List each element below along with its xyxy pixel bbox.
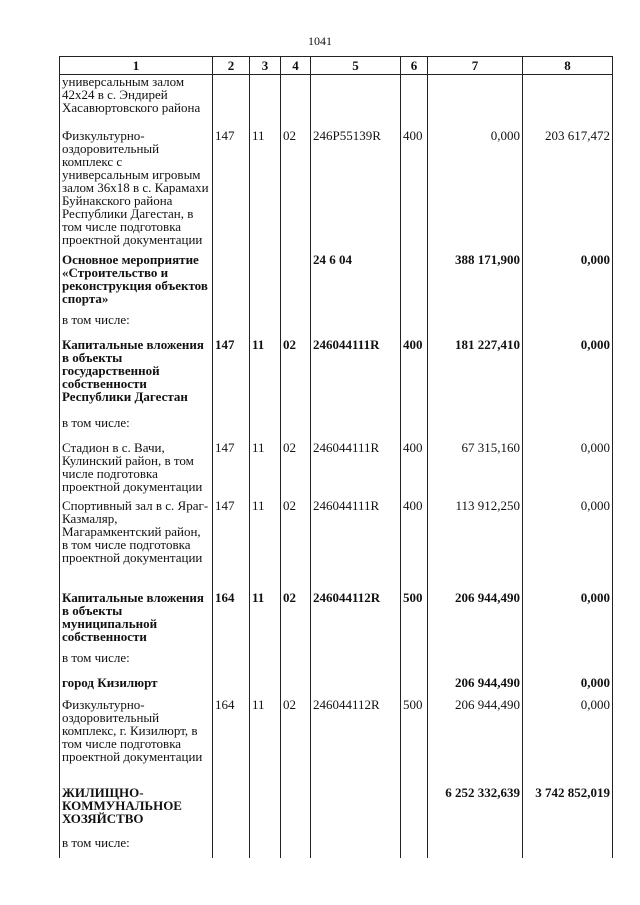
table-row xyxy=(60,313,613,338)
cell-col-3: 11 xyxy=(250,441,281,499)
cell-col-7: 181 227,410 xyxy=(428,338,523,416)
cell-col-2 xyxy=(213,836,250,858)
cell-col-3: 11 xyxy=(250,499,281,591)
cell-col-4: 02 xyxy=(281,698,311,786)
row-name-cell: в том числе: xyxy=(60,416,213,441)
cell-col-6 xyxy=(401,836,428,858)
cell-col-5 xyxy=(311,75,401,129)
cell-col-5: 246044111R xyxy=(311,499,401,591)
row-name-cell: Физкультурно-оздоровительный комплекс с универсальным игровым залом 36х18 в с. Карамахи Буйнакского района Республики Дагестан, в том числе подготовка проектной документации xyxy=(60,129,213,253)
column-header: 2 xyxy=(213,57,250,75)
cell-col-7 xyxy=(428,313,523,338)
cell-col-5: 246044112R xyxy=(311,591,401,651)
cell-col-4 xyxy=(281,786,311,836)
row-name-cell: в том числе: xyxy=(60,836,213,858)
cell-col-6 xyxy=(401,676,428,698)
cell-col-5 xyxy=(311,313,401,338)
cell-col-7: 388 171,900 xyxy=(428,253,523,313)
column-header: 6 xyxy=(401,57,428,75)
cell-col-4 xyxy=(281,313,311,338)
cell-col-7: 0,000 xyxy=(428,129,523,253)
cell-col-3 xyxy=(250,786,281,836)
cell-col-6: 400 xyxy=(401,129,428,253)
column-header: 1 xyxy=(60,57,213,75)
cell-col-8 xyxy=(523,416,613,441)
table-row xyxy=(60,591,613,651)
cell-col-6 xyxy=(401,786,428,836)
cell-col-3 xyxy=(250,836,281,858)
cell-col-2: 147 xyxy=(213,129,250,253)
cell-col-7: 113 912,250 xyxy=(428,499,523,591)
cell-col-2 xyxy=(213,313,250,338)
cell-col-2: 164 xyxy=(213,698,250,786)
cell-col-8: 203 617,472 xyxy=(523,129,613,253)
row-name-cell: Спортивный зал в с. Яраг-Казмаляр, Магарамкентский район, в том числе подготовка проектной документации xyxy=(60,499,213,591)
cell-col-5 xyxy=(311,651,401,676)
cell-col-3: 11 xyxy=(250,591,281,651)
table-row xyxy=(60,786,613,836)
cell-col-6 xyxy=(401,253,428,313)
cell-col-5 xyxy=(311,416,401,441)
cell-col-2 xyxy=(213,786,250,836)
cell-col-2 xyxy=(213,676,250,698)
cell-col-6: 400 xyxy=(401,499,428,591)
column-header: 5 xyxy=(311,57,401,75)
cell-col-3 xyxy=(250,651,281,676)
cell-col-8: 0,000 xyxy=(523,698,613,786)
table-row xyxy=(60,676,613,698)
column-header: 8 xyxy=(523,57,613,75)
column-header: 3 xyxy=(250,57,281,75)
row-name-cell: универсальным залом 42х24 в с. Эндирей Хасавюртовского района xyxy=(60,75,213,129)
cell-col-7 xyxy=(428,651,523,676)
cell-col-8: 0,000 xyxy=(523,441,613,499)
cell-col-2 xyxy=(213,651,250,676)
table-row xyxy=(60,75,613,129)
cell-col-7: 206 944,490 xyxy=(428,676,523,698)
table-row xyxy=(60,651,613,676)
cell-col-5: 246044111R xyxy=(311,441,401,499)
table-row xyxy=(60,836,613,858)
budget-table xyxy=(59,56,613,858)
table-row xyxy=(60,416,613,441)
cell-col-3: 11 xyxy=(250,338,281,416)
cell-col-7: 67 315,160 xyxy=(428,441,523,499)
cell-col-4 xyxy=(281,253,311,313)
cell-col-6 xyxy=(401,651,428,676)
cell-col-8: 0,000 xyxy=(523,253,613,313)
cell-col-5: 246P55139R xyxy=(311,129,401,253)
cell-col-7 xyxy=(428,416,523,441)
cell-col-4: 02 xyxy=(281,338,311,416)
cell-col-2 xyxy=(213,75,250,129)
row-name-cell: в том числе: xyxy=(60,651,213,676)
cell-col-6 xyxy=(401,75,428,129)
row-name-cell: ЖИЛИЩНО-КОММУНАЛЬНОЕ ХОЗЯЙСТВО xyxy=(60,786,213,836)
cell-col-8 xyxy=(523,313,613,338)
cell-col-5: 246044112R xyxy=(311,698,401,786)
cell-col-6: 500 xyxy=(401,698,428,786)
cell-col-8: 0,000 xyxy=(523,591,613,651)
cell-col-3 xyxy=(250,676,281,698)
cell-col-8: 0,000 xyxy=(523,338,613,416)
table-row xyxy=(60,129,613,253)
cell-col-8: 0,000 xyxy=(523,676,613,698)
cell-col-4 xyxy=(281,416,311,441)
cell-col-4: 02 xyxy=(281,129,311,253)
cell-col-2: 164 xyxy=(213,591,250,651)
cell-col-7: 6 252 332,639 xyxy=(428,786,523,836)
row-name-cell: город Кизилюрт xyxy=(60,676,213,698)
cell-col-3 xyxy=(250,253,281,313)
cell-col-4 xyxy=(281,836,311,858)
table-row xyxy=(60,698,613,786)
row-name-cell: Капитальные вложения в объекты муниципальной собственности xyxy=(60,591,213,651)
cell-col-2: 147 xyxy=(213,338,250,416)
cell-col-5 xyxy=(311,676,401,698)
row-name-cell: Основное мероприятие «Строительство и реконструкция объектов спорта» xyxy=(60,253,213,313)
cell-col-8 xyxy=(523,75,613,129)
cell-col-8 xyxy=(523,651,613,676)
row-name-cell: Физкультурно-оздоровительный комплекс, г. Кизилюрт, в том числе подготовка проектной документации xyxy=(60,698,213,786)
cell-col-4 xyxy=(281,676,311,698)
cell-col-8: 3 742 852,019 xyxy=(523,786,613,836)
cell-col-8 xyxy=(523,836,613,858)
cell-col-2: 147 xyxy=(213,499,250,591)
cell-col-3: 11 xyxy=(250,129,281,253)
table-row xyxy=(60,499,613,591)
table-row xyxy=(60,253,613,313)
column-header: 7 xyxy=(428,57,523,75)
row-name-cell: Стадион в с. Вачи, Кулинский район, в том числе подготовка проектной документации xyxy=(60,441,213,499)
cell-col-3: 11 xyxy=(250,698,281,786)
cell-col-5: 246044111R xyxy=(311,338,401,416)
cell-col-3 xyxy=(250,416,281,441)
cell-col-5 xyxy=(311,836,401,858)
cell-col-6: 500 xyxy=(401,591,428,651)
cell-col-8: 0,000 xyxy=(523,499,613,591)
column-header: 4 xyxy=(281,57,311,75)
cell-col-7 xyxy=(428,75,523,129)
page-number: 1041 xyxy=(308,34,332,48)
cell-col-6: 400 xyxy=(401,441,428,499)
cell-col-3 xyxy=(250,313,281,338)
cell-col-2 xyxy=(213,253,250,313)
row-name-cell: в том числе: xyxy=(60,313,213,338)
cell-col-5: 24 6 04 xyxy=(311,253,401,313)
table-row xyxy=(60,441,613,499)
cell-col-4: 02 xyxy=(281,441,311,499)
cell-col-6 xyxy=(401,416,428,441)
cell-col-7 xyxy=(428,836,523,858)
table-header-row xyxy=(60,57,613,75)
cell-col-7: 206 944,490 xyxy=(428,591,523,651)
cell-col-2: 147 xyxy=(213,441,250,499)
cell-col-3 xyxy=(250,75,281,129)
cell-col-4: 02 xyxy=(281,591,311,651)
cell-col-4 xyxy=(281,651,311,676)
cell-col-2 xyxy=(213,416,250,441)
cell-col-6 xyxy=(401,313,428,338)
table-row xyxy=(60,338,613,416)
cell-col-6: 400 xyxy=(401,338,428,416)
cell-col-7: 206 944,490 xyxy=(428,698,523,786)
cell-col-4: 02 xyxy=(281,499,311,591)
row-name-cell: Капитальные вложения в объекты государственной собственности Республики Дагестан xyxy=(60,338,213,416)
cell-col-5 xyxy=(311,786,401,836)
cell-col-4 xyxy=(281,75,311,129)
